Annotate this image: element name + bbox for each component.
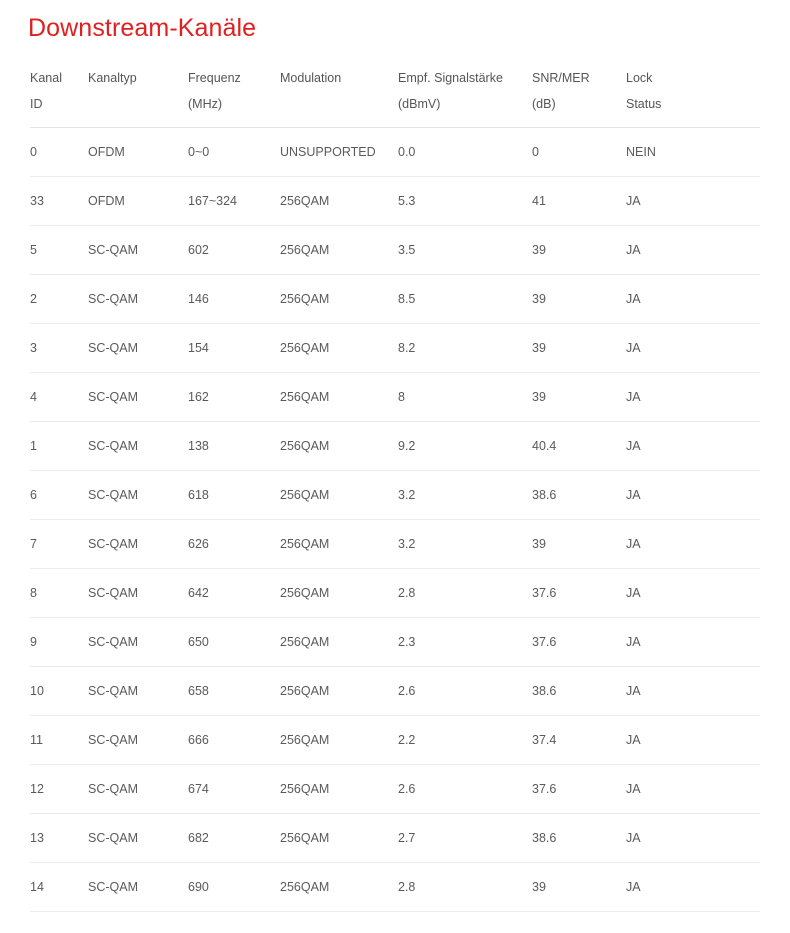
cell-channel-id: 10: [30, 667, 88, 716]
column-header-signal-power-line1: Empf. Signalstärke: [398, 71, 503, 85]
cell-channel-type: SC-QAM: [88, 422, 188, 471]
cell-channel-id: 4: [30, 373, 88, 422]
cell-signal-power: 3.2: [398, 520, 532, 569]
column-header-lock-status: [626, 57, 760, 128]
cell-modulation: 256QAM: [280, 569, 398, 618]
downstream-table-container: [30, 57, 760, 912]
table-row: [30, 569, 760, 618]
cell-lock-status: JA: [626, 765, 760, 814]
table-row: [30, 177, 760, 226]
cell-signal-power: 8.5: [398, 275, 532, 324]
cell-channel-id: 0: [30, 128, 88, 177]
table-row: [30, 716, 760, 765]
column-header-frequency: [188, 57, 280, 128]
cell-snr-mer: 39: [532, 863, 626, 912]
cell-signal-power: 2.3: [398, 618, 532, 667]
cell-channel-type: SC-QAM: [88, 716, 188, 765]
cell-snr-mer: 37.6: [532, 569, 626, 618]
cell-frequency: 602: [188, 226, 280, 275]
cell-channel-type: SC-QAM: [88, 667, 188, 716]
cell-frequency: 650: [188, 618, 280, 667]
table-header: [30, 57, 760, 128]
cell-modulation: 256QAM: [280, 716, 398, 765]
cell-lock-status: JA: [626, 226, 760, 275]
cell-channel-id: 13: [30, 814, 88, 863]
cell-lock-status: JA: [626, 471, 760, 520]
cell-signal-power: 2.7: [398, 814, 532, 863]
column-header-modulation-line1: Modulation: [280, 71, 342, 85]
cell-channel-type: SC-QAM: [88, 520, 188, 569]
cell-lock-status: JA: [626, 422, 760, 471]
column-header-channel-id: [30, 57, 88, 128]
table-row: [30, 226, 760, 275]
column-header-channel-type: [88, 57, 188, 128]
table-row: [30, 275, 760, 324]
cell-lock-status: JA: [626, 177, 760, 226]
cell-channel-type: SC-QAM: [88, 765, 188, 814]
cell-modulation: 256QAM: [280, 275, 398, 324]
cell-snr-mer: 39: [532, 373, 626, 422]
cell-frequency: 666: [188, 716, 280, 765]
cell-modulation: 256QAM: [280, 471, 398, 520]
table-row: [30, 765, 760, 814]
cell-channel-id: 1: [30, 422, 88, 471]
cell-modulation: 256QAM: [280, 667, 398, 716]
column-header-snr-mer: [532, 57, 626, 128]
cell-modulation: 256QAM: [280, 226, 398, 275]
cell-frequency: 154: [188, 324, 280, 373]
cell-signal-power: 0.0: [398, 128, 532, 177]
table-row: [30, 667, 760, 716]
cell-signal-power: 2.6: [398, 765, 532, 814]
cell-channel-id: 9: [30, 618, 88, 667]
cell-snr-mer: 38.6: [532, 471, 626, 520]
cell-snr-mer: 39: [532, 226, 626, 275]
table-row: [30, 422, 760, 471]
cell-modulation: 256QAM: [280, 765, 398, 814]
page-title: Downstream-Kanäle: [28, 14, 257, 42]
cell-lock-status: JA: [626, 863, 760, 912]
table-row: [30, 618, 760, 667]
cell-frequency: 0~0: [188, 128, 280, 177]
cell-channel-type: SC-QAM: [88, 324, 188, 373]
cell-channel-id: 6: [30, 471, 88, 520]
column-header-channel-type-line1: Kanaltyp: [88, 71, 137, 85]
cell-channel-id: 12: [30, 765, 88, 814]
column-header-signal-power: [398, 57, 532, 128]
cell-signal-power: 8: [398, 373, 532, 422]
cell-signal-power: 8.2: [398, 324, 532, 373]
column-header-channel-id-line1: Kanal: [30, 71, 62, 85]
cell-snr-mer: 40.4: [532, 422, 626, 471]
table-row: [30, 863, 760, 912]
cell-signal-power: 9.2: [398, 422, 532, 471]
cell-frequency: 682: [188, 814, 280, 863]
cell-channel-type: SC-QAM: [88, 275, 188, 324]
cell-modulation: 256QAM: [280, 863, 398, 912]
column-header-lock-status-line2: Status: [626, 97, 662, 111]
cell-channel-id: 11: [30, 716, 88, 765]
table-body: [30, 128, 760, 912]
cell-lock-status: JA: [626, 814, 760, 863]
table-row: [30, 324, 760, 373]
cell-lock-status: JA: [626, 569, 760, 618]
column-header-lock-status-line1: Lock: [626, 71, 653, 85]
cell-signal-power: 5.3: [398, 177, 532, 226]
column-header-snr-mer-line2: (dB): [532, 97, 556, 111]
downstream-channels-table: [30, 57, 760, 912]
cell-frequency: 618: [188, 471, 280, 520]
cell-frequency: 162: [188, 373, 280, 422]
cell-lock-status: JA: [626, 618, 760, 667]
cell-snr-mer: 37.6: [532, 765, 626, 814]
cell-lock-status: JA: [626, 520, 760, 569]
table-row: [30, 471, 760, 520]
cell-signal-power: 2.6: [398, 667, 532, 716]
table-row: [30, 373, 760, 422]
cell-frequency: 167~324: [188, 177, 280, 226]
cell-channel-id: 8: [30, 569, 88, 618]
cell-modulation: 256QAM: [280, 520, 398, 569]
cell-signal-power: 2.8: [398, 863, 532, 912]
cell-lock-status: JA: [626, 667, 760, 716]
cell-snr-mer: 0: [532, 128, 626, 177]
cell-modulation: 256QAM: [280, 618, 398, 667]
cell-frequency: 138: [188, 422, 280, 471]
cell-signal-power: 2.8: [398, 569, 532, 618]
cell-channel-type: SC-QAM: [88, 471, 188, 520]
cell-channel-id: 3: [30, 324, 88, 373]
cell-snr-mer: 39: [532, 324, 626, 373]
cell-frequency: 674: [188, 765, 280, 814]
cell-frequency: 626: [188, 520, 280, 569]
cell-channel-id: 14: [30, 863, 88, 912]
cell-snr-mer: 41: [532, 177, 626, 226]
cell-frequency: 146: [188, 275, 280, 324]
table-row: [30, 520, 760, 569]
cell-lock-status: JA: [626, 373, 760, 422]
cell-frequency: 642: [188, 569, 280, 618]
cell-signal-power: 3.2: [398, 471, 532, 520]
cell-channel-type: SC-QAM: [88, 226, 188, 275]
table-header-row: [30, 57, 760, 128]
cell-modulation: 256QAM: [280, 422, 398, 471]
cell-frequency: 690: [188, 863, 280, 912]
cell-snr-mer: 37.6: [532, 618, 626, 667]
column-header-frequency-line2: (MHz): [188, 97, 223, 111]
cell-channel-type: SC-QAM: [88, 618, 188, 667]
cell-channel-type: OFDM: [88, 177, 188, 226]
cell-channel-id: 7: [30, 520, 88, 569]
cell-snr-mer: 38.6: [532, 667, 626, 716]
cell-snr-mer: 39: [532, 520, 626, 569]
cell-snr-mer: 37.4: [532, 716, 626, 765]
cell-lock-status: JA: [626, 275, 760, 324]
cell-modulation: 256QAM: [280, 373, 398, 422]
cell-channel-type: OFDM: [88, 128, 188, 177]
cell-lock-status: NEIN: [626, 128, 760, 177]
cell-channel-type: SC-QAM: [88, 373, 188, 422]
cell-modulation: 256QAM: [280, 177, 398, 226]
cell-signal-power: 2.2: [398, 716, 532, 765]
cell-channel-type: SC-QAM: [88, 569, 188, 618]
table-row: [30, 814, 760, 863]
cell-modulation: 256QAM: [280, 324, 398, 373]
column-header-channel-id-line2: ID: [30, 97, 43, 111]
cell-modulation: 256QAM: [280, 814, 398, 863]
cell-lock-status: JA: [626, 716, 760, 765]
cell-snr-mer: 39: [532, 275, 626, 324]
column-header-modulation: [280, 57, 398, 128]
cell-channel-id: 2: [30, 275, 88, 324]
column-header-snr-mer-line1: SNR/MER: [532, 71, 590, 85]
cell-frequency: 658: [188, 667, 280, 716]
table-row: [30, 128, 760, 177]
cell-signal-power: 3.5: [398, 226, 532, 275]
cell-channel-id: 33: [30, 177, 88, 226]
column-header-signal-power-line2: (dBmV): [398, 97, 441, 111]
cell-snr-mer: 38.6: [532, 814, 626, 863]
cell-channel-type: SC-QAM: [88, 814, 188, 863]
cell-channel-id: 5: [30, 226, 88, 275]
cell-modulation: UNSUPPORTED: [280, 128, 398, 177]
cell-channel-type: SC-QAM: [88, 863, 188, 912]
column-header-frequency-line1: Frequenz: [188, 71, 241, 85]
cell-lock-status: JA: [626, 324, 760, 373]
